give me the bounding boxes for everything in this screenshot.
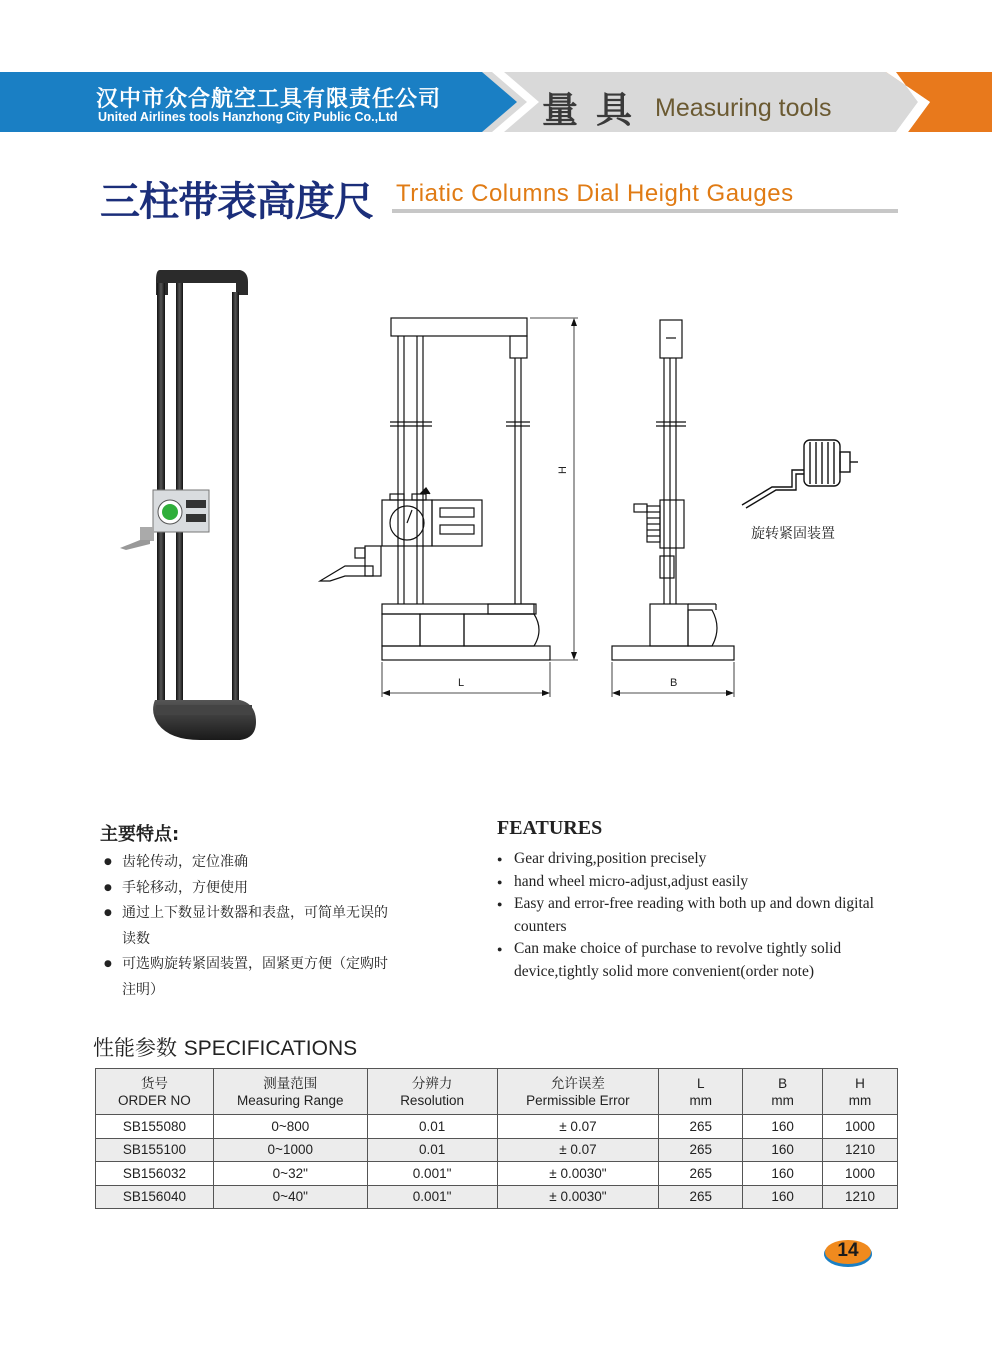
features-title-cn: 主要特点: bbox=[100, 824, 180, 845]
specs-table bbox=[95, 1068, 898, 1209]
specs-title bbox=[93, 1032, 357, 1062]
section-title-en: Measuring tools bbox=[655, 94, 832, 122]
cell-range: 0~32" bbox=[213, 1162, 367, 1186]
cell-error: ± 0.07 bbox=[497, 1115, 659, 1139]
feature-item-cn: ● 可选购旋转紧固装置，固紧更方便（定购时注明） bbox=[104, 952, 394, 1003]
side-view-drawing bbox=[612, 320, 734, 697]
feature-item-en: ● hand wheel micro-adjust,adjust easily bbox=[497, 871, 897, 894]
page-number: 14 bbox=[837, 1240, 859, 1261]
dimension-b-label: B bbox=[670, 677, 678, 689]
feature-item-cn: ● 齿轮传动，定位准确 bbox=[104, 850, 394, 876]
table-row bbox=[96, 1138, 898, 1162]
table-header-row bbox=[96, 1069, 898, 1115]
column-header: 允许误差 Permissible Error bbox=[497, 1069, 659, 1115]
cell-b: 160 bbox=[743, 1138, 823, 1162]
feature-item-en: ● Easy and error-free reading with both up and down digital counters bbox=[497, 893, 897, 938]
cell-l: 265 bbox=[659, 1185, 743, 1209]
section-title-cn: 量具 bbox=[542, 89, 651, 131]
cell-error: ± 0.0030" bbox=[497, 1162, 659, 1186]
front-view-drawing bbox=[320, 318, 578, 697]
cell-h: 1210 bbox=[823, 1138, 898, 1162]
company-name-en: United Airlines tools Hanzhong City Public Co.,Ltd bbox=[98, 110, 398, 124]
cell-order-no: SB156032 bbox=[96, 1162, 214, 1186]
features-list-cn bbox=[104, 850, 394, 1003]
feature-item-cn: ● 通过上下数显计数器和表盘，可简单无误的读数 bbox=[104, 901, 394, 952]
cell-h: 1000 bbox=[823, 1162, 898, 1186]
cell-b: 160 bbox=[743, 1185, 823, 1209]
cell-l: 265 bbox=[659, 1138, 743, 1162]
cell-resolution: 0.001" bbox=[367, 1185, 497, 1209]
column-header: 分辨力 Resolution bbox=[367, 1069, 497, 1115]
feature-item-cn: ● 手轮移动，方便使用 bbox=[104, 876, 394, 902]
cell-order-no: SB156040 bbox=[96, 1185, 214, 1209]
column-header: H mm bbox=[823, 1069, 898, 1115]
cell-resolution: 0.01 bbox=[367, 1115, 497, 1139]
product-photo bbox=[120, 270, 256, 740]
cell-range: 0~1000 bbox=[213, 1138, 367, 1162]
title-underline bbox=[392, 209, 898, 213]
product-title-en: Triatic Columns Dial Height Gauges bbox=[396, 180, 794, 207]
cell-h: 1210 bbox=[823, 1185, 898, 1209]
features-title-en: FEATURES bbox=[497, 817, 603, 839]
cell-error: ± 0.07 bbox=[497, 1138, 659, 1162]
cell-order-no: SB155100 bbox=[96, 1138, 214, 1162]
product-illustrations bbox=[0, 250, 992, 770]
table-row bbox=[96, 1162, 898, 1186]
table-row bbox=[96, 1115, 898, 1139]
cell-l: 265 bbox=[659, 1115, 743, 1139]
feature-item-en: ● Gear driving,position precisely bbox=[497, 848, 897, 871]
cell-h: 1000 bbox=[823, 1115, 898, 1139]
cell-b: 160 bbox=[743, 1115, 823, 1139]
rotate-lock-caption: 旋转紧固装置 bbox=[751, 526, 835, 542]
column-header: 货号 ORDER NO bbox=[96, 1069, 214, 1115]
rotate-lock-drawing bbox=[742, 440, 858, 508]
features-list-en bbox=[497, 848, 897, 983]
cell-range: 0~40" bbox=[213, 1185, 367, 1209]
column-header: L mm bbox=[659, 1069, 743, 1115]
cell-range: 0~800 bbox=[213, 1115, 367, 1139]
feature-item-en: ● Can make choice of purchase to revolve tightly solid device,tightly solid more convenient(order note) bbox=[497, 938, 897, 983]
table-row bbox=[96, 1185, 898, 1209]
column-header: 测量范围 Measuring Range bbox=[213, 1069, 367, 1115]
cell-b: 160 bbox=[743, 1162, 823, 1186]
cell-error: ± 0.0030" bbox=[497, 1185, 659, 1209]
product-title-cn: 三柱带表高度尺 bbox=[100, 179, 373, 225]
dimension-h-label: H bbox=[556, 466, 569, 474]
company-name-cn: 汉中市众合航空工具有限责任公司 bbox=[96, 86, 442, 112]
cell-order-no: SB155080 bbox=[96, 1115, 214, 1139]
cell-resolution: 0.01 bbox=[367, 1138, 497, 1162]
cell-l: 265 bbox=[659, 1162, 743, 1186]
specs-title-cn: 性能参数 bbox=[93, 1036, 177, 1060]
specs-title-en: SPECIFICATIONS bbox=[183, 1037, 358, 1060]
column-header: B mm bbox=[743, 1069, 823, 1115]
cell-resolution: 0.001" bbox=[367, 1162, 497, 1186]
dimension-l-label: L bbox=[458, 677, 465, 689]
